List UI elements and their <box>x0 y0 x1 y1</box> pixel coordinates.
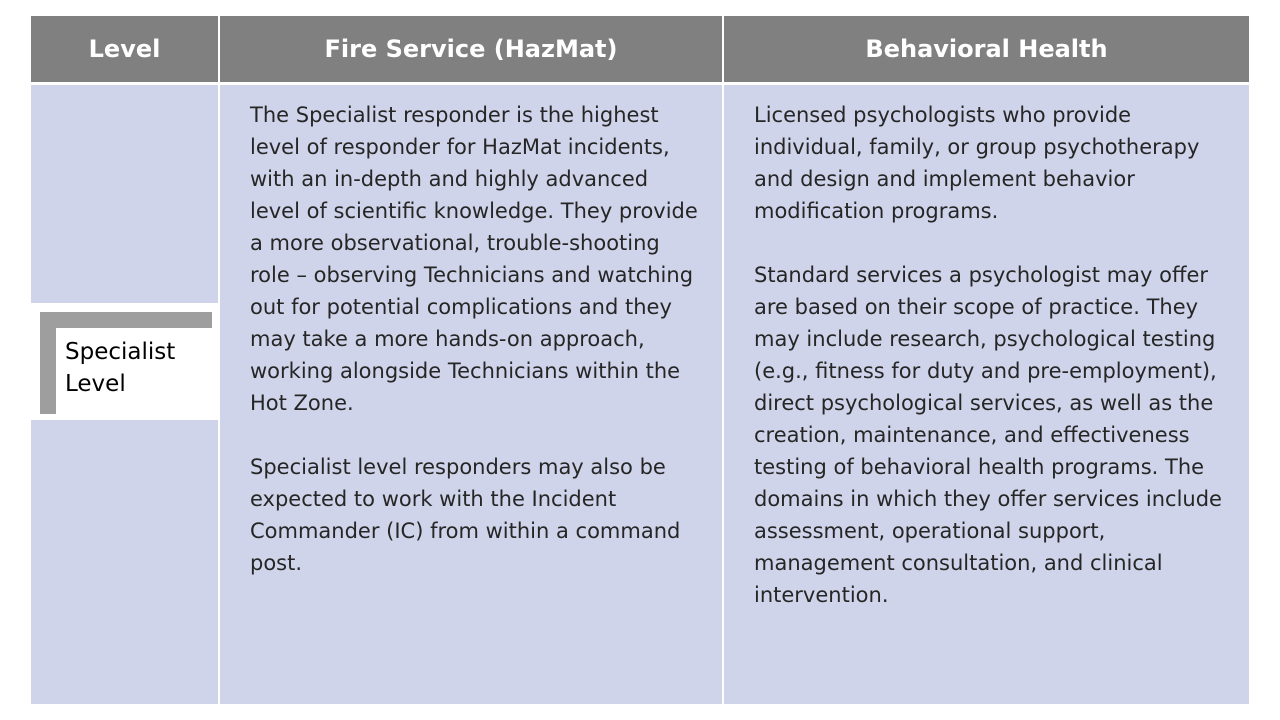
table-header <box>31 16 1249 85</box>
header-fire-service: Fire Service (HazMat) <box>324 35 618 63</box>
level-label: Specialist Level <box>65 339 176 397</box>
behavioral-health-paragraph: Standard services a psychologist may offer are based on their scope of practice. They may include research, psychological testing (e.g., fitness for duty and pre-employment), direct psychological services, as well as the creation, maintenance, and effectiveness testing of behavioral health programs. The domains in which they offer services include assessment, operational support, management consultation, and clinical intervention. <box>754 263 1222 607</box>
column-divider <box>722 16 724 704</box>
comparison-table <box>31 16 1249 704</box>
level-accent-bar <box>40 312 212 328</box>
header-level: Level <box>88 35 161 63</box>
fire-service-paragraph: Specialist level responders may also be expected to work with the Incident Commander (IC) from within a command post. <box>250 455 681 575</box>
level-accent-bar <box>40 312 56 414</box>
header-behavioral-health: Behavioral Health <box>865 35 1108 63</box>
fire-service-cell <box>250 99 702 579</box>
column-divider <box>218 16 220 704</box>
behavioral-health-cell <box>754 99 1222 611</box>
fire-service-paragraph: The Specialist responder is the highest level of responder for HazMat incidents, with an in-depth and highly advanced level of scientific knowledge. They provide a more observational, trouble-shooting role – observing Technicians and watching out for potential complications and they may take a more hands-on approach, working alongside Technicians within the Hot Zone. <box>250 103 698 415</box>
behavioral-health-paragraph: Licensed psychologists who provide individual, family, or group psychotherapy and design and implement behavior modification programs. <box>754 103 1200 223</box>
